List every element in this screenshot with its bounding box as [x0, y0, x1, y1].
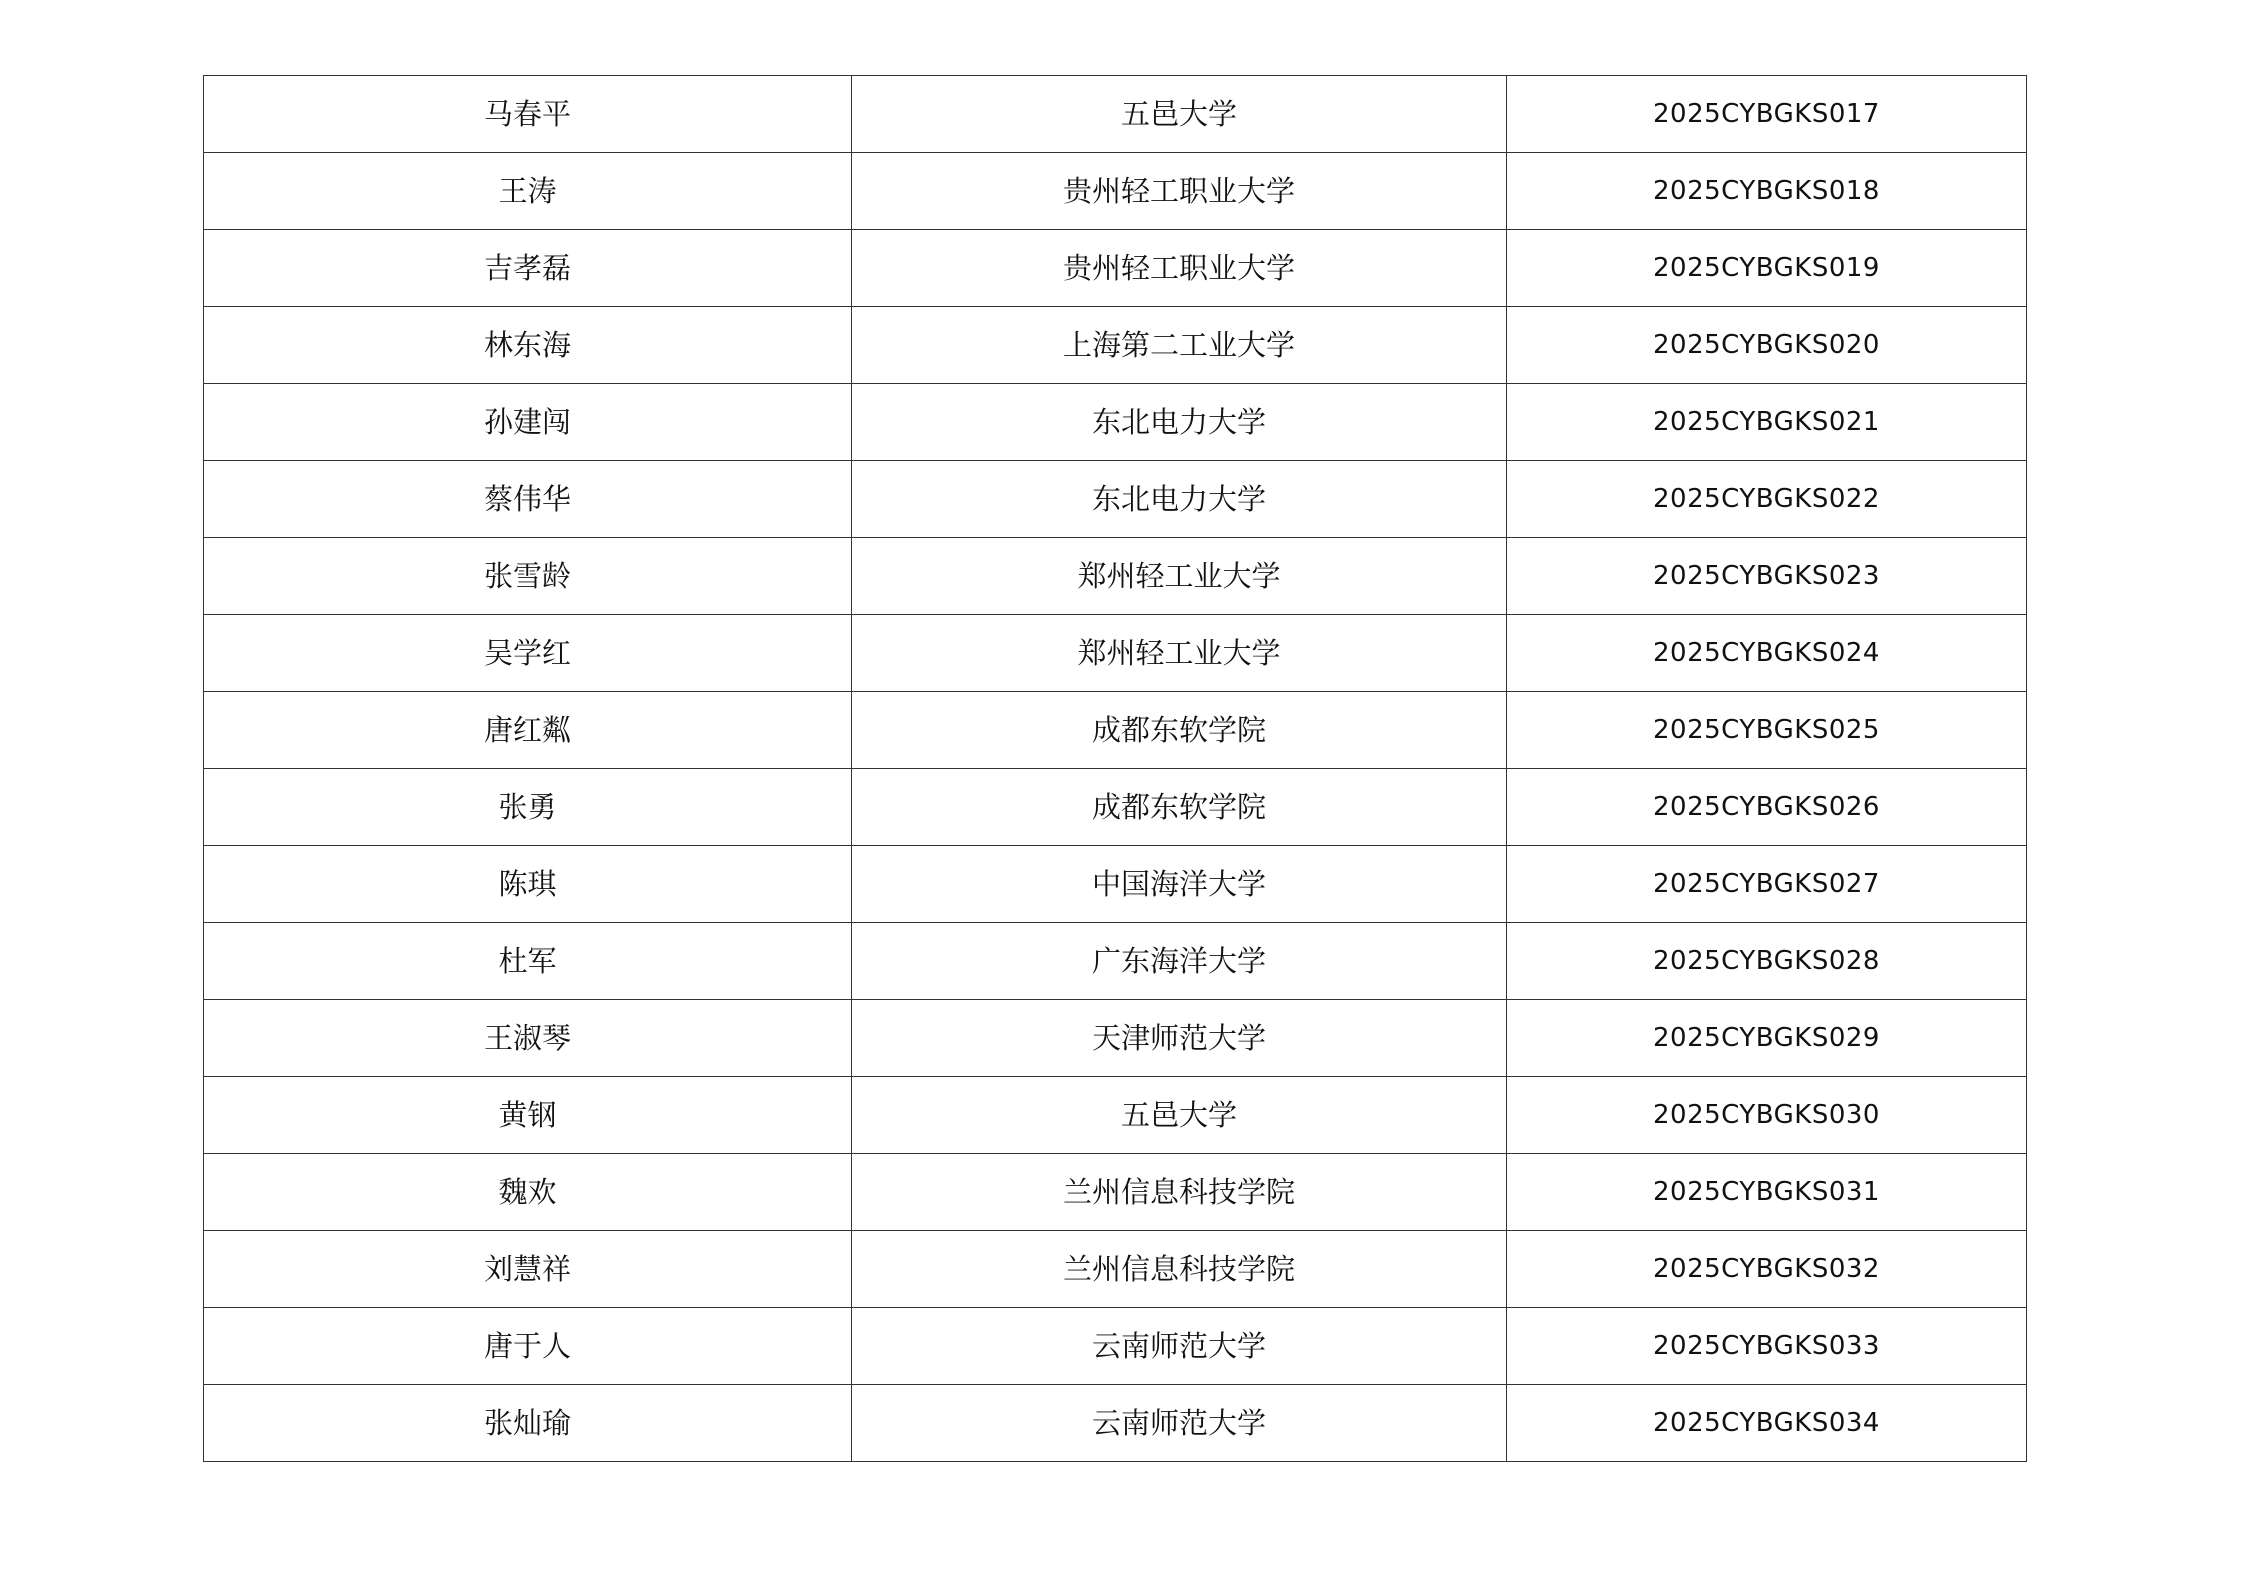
id-cell: 2025CYBGKS024 [1507, 615, 2027, 692]
name-cell: 吉孝磊 [204, 230, 852, 307]
table-row [204, 769, 2027, 846]
id-cell: 2025CYBGKS019 [1507, 230, 2027, 307]
id-cell: 2025CYBGKS031 [1507, 1154, 2027, 1231]
institution-cell: 东北电力大学 [852, 384, 1507, 461]
institution-cell: 云南师范大学 [852, 1385, 1507, 1462]
name-cell: 马春平 [204, 76, 852, 153]
institution-cell: 成都东软学院 [852, 769, 1507, 846]
name-cell: 林东海 [204, 307, 852, 384]
institution-cell: 中国海洋大学 [852, 846, 1507, 923]
table-row [204, 1077, 2027, 1154]
id-cell: 2025CYBGKS027 [1507, 846, 2027, 923]
table-row [204, 923, 2027, 1000]
table-row [204, 692, 2027, 769]
institution-cell: 兰州信息科技学院 [852, 1231, 1507, 1308]
table-row [204, 1000, 2027, 1077]
table-row [204, 615, 2027, 692]
name-cell: 张灿瑜 [204, 1385, 852, 1462]
id-cell: 2025CYBGKS028 [1507, 923, 2027, 1000]
name-cell: 杜军 [204, 923, 852, 1000]
roster-page [203, 75, 2026, 1462]
roster-table [203, 75, 2027, 1462]
table-row [204, 230, 2027, 307]
name-cell: 王淑琴 [204, 1000, 852, 1077]
table-row [204, 384, 2027, 461]
id-cell: 2025CYBGKS034 [1507, 1385, 2027, 1462]
institution-cell: 上海第二工业大学 [852, 307, 1507, 384]
institution-cell: 成都东软学院 [852, 692, 1507, 769]
table-row [204, 538, 2027, 615]
institution-cell: 天津师范大学 [852, 1000, 1507, 1077]
name-cell: 陈琪 [204, 846, 852, 923]
name-cell: 王涛 [204, 153, 852, 230]
roster-table-body [204, 76, 2027, 1462]
id-cell: 2025CYBGKS029 [1507, 1000, 2027, 1077]
id-cell: 2025CYBGKS032 [1507, 1231, 2027, 1308]
table-row [204, 307, 2027, 384]
institution-cell: 东北电力大学 [852, 461, 1507, 538]
name-cell: 孙建闯 [204, 384, 852, 461]
id-cell: 2025CYBGKS025 [1507, 692, 2027, 769]
name-cell: 张雪龄 [204, 538, 852, 615]
table-row [204, 461, 2027, 538]
name-cell: 张勇 [204, 769, 852, 846]
name-cell: 魏欢 [204, 1154, 852, 1231]
institution-cell: 郑州轻工业大学 [852, 538, 1507, 615]
name-cell: 黄钢 [204, 1077, 852, 1154]
name-cell: 蔡伟华 [204, 461, 852, 538]
table-row [204, 1154, 2027, 1231]
institution-cell: 兰州信息科技学院 [852, 1154, 1507, 1231]
id-cell: 2025CYBGKS020 [1507, 307, 2027, 384]
id-cell: 2025CYBGKS023 [1507, 538, 2027, 615]
id-cell: 2025CYBGKS017 [1507, 76, 2027, 153]
institution-cell: 郑州轻工业大学 [852, 615, 1507, 692]
name-cell: 吴学红 [204, 615, 852, 692]
table-row [204, 1308, 2027, 1385]
institution-cell: 贵州轻工职业大学 [852, 153, 1507, 230]
id-cell: 2025CYBGKS018 [1507, 153, 2027, 230]
id-cell: 2025CYBGKS030 [1507, 1077, 2027, 1154]
institution-cell: 贵州轻工职业大学 [852, 230, 1507, 307]
institution-cell: 云南师范大学 [852, 1308, 1507, 1385]
id-cell: 2025CYBGKS022 [1507, 461, 2027, 538]
table-row [204, 153, 2027, 230]
table-row [204, 1231, 2027, 1308]
name-cell: 刘慧祥 [204, 1231, 852, 1308]
table-row [204, 846, 2027, 923]
name-cell: 唐红粼 [204, 692, 852, 769]
id-cell: 2025CYBGKS033 [1507, 1308, 2027, 1385]
institution-cell: 广东海洋大学 [852, 923, 1507, 1000]
table-row [204, 76, 2027, 153]
id-cell: 2025CYBGKS026 [1507, 769, 2027, 846]
institution-cell: 五邑大学 [852, 76, 1507, 153]
institution-cell: 五邑大学 [852, 1077, 1507, 1154]
id-cell: 2025CYBGKS021 [1507, 384, 2027, 461]
table-row [204, 1385, 2027, 1462]
name-cell: 唐于人 [204, 1308, 852, 1385]
